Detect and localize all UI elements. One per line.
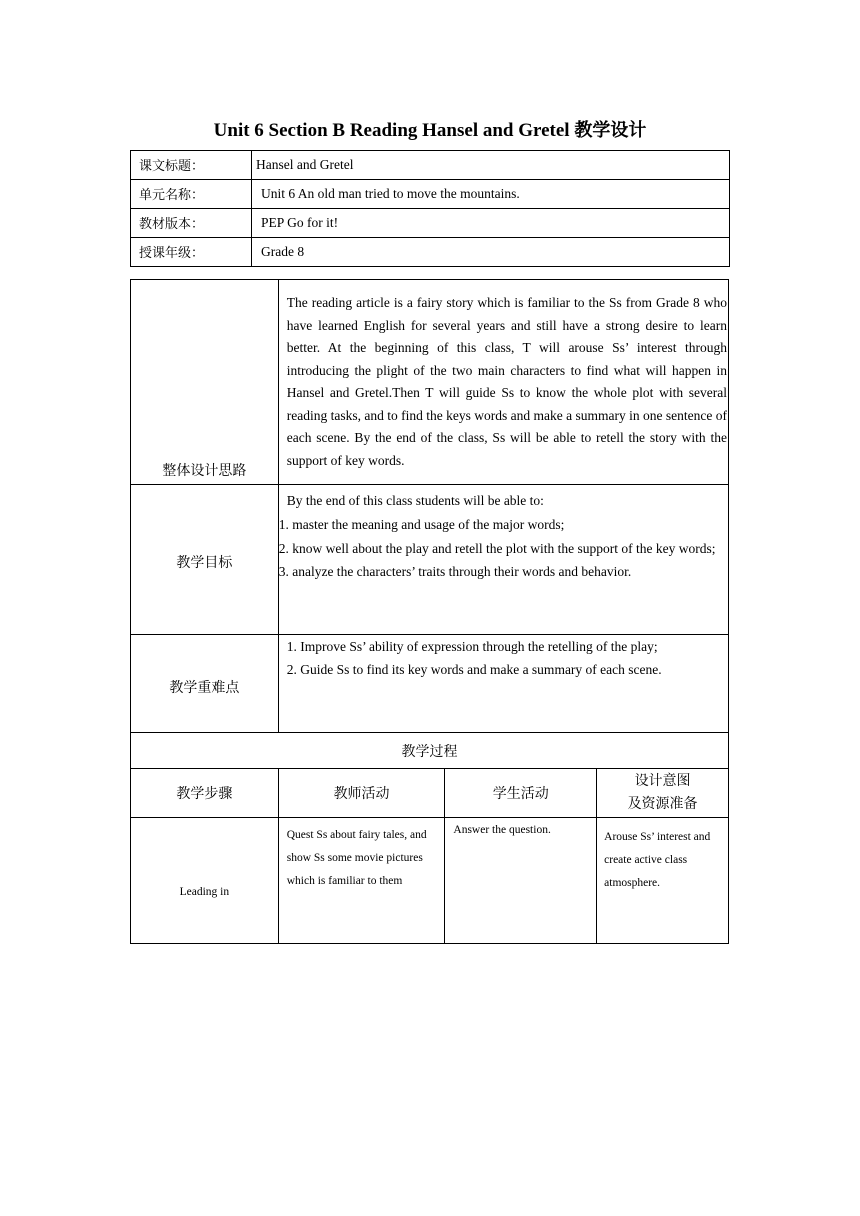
objective-item: 2. know well about the play and retell the plot with the support of the key words; <box>278 541 716 556</box>
objectives-label: 教学目标 <box>131 485 279 635</box>
header-step: 教学步骤 <box>131 769 279 818</box>
title-chinese: 教学设计 <box>574 120 647 141</box>
objective-item: 1. master the meaning and usage of the major words; <box>278 517 565 532</box>
header-teacher: 教师活动 <box>278 769 445 818</box>
process-title-row <box>131 733 729 769</box>
design-label: 整体设计思路 <box>131 280 279 485</box>
info-value-title: Hansel and Gretel <box>252 151 730 180</box>
objectives-intro: By the end of this class students will be able to: <box>286 493 544 508</box>
process-title: 教学过程 <box>131 733 729 769</box>
table-row <box>131 238 730 267</box>
key-points-label: 教学重难点 <box>131 635 279 733</box>
design-text: The reading article is a fairy story which is familiar to the Ss from Grade 8 who have learned English for several years and still have a strong desire to learn better. At the beginning of this class, T will arouse Ss’ interest through introducing the plight of the two main characters to find what will happen in Hansel and Gretel.Then T will guide Ss to know the whole plot with several reading tasks, and to find the keys words and make a summary in one sentence of each scene. By the end of the class, Ss will be able to retell the story with the support of key words. <box>278 280 728 485</box>
lesson-info-table <box>130 150 730 267</box>
header-purpose-line1: 设计意图 <box>634 773 691 789</box>
info-label-grade: 授课年级： <box>131 238 252 267</box>
table-row <box>131 209 730 238</box>
table-row <box>131 180 730 209</box>
objectives-row <box>131 485 729 635</box>
key-points-row <box>131 635 729 733</box>
info-value-grade: Grade 8 <box>252 238 730 267</box>
header-purpose-line2: 及资源准备 <box>627 796 698 812</box>
info-label-title: 课文标题： <box>131 151 252 180</box>
objective-item: 3. analyze the characters’ traits through their words and behavior. <box>278 564 632 579</box>
key-points-content <box>278 635 728 733</box>
info-label-unit: 单元名称： <box>131 180 252 209</box>
header-student: 学生活动 <box>445 769 597 818</box>
process-header-row <box>131 769 729 818</box>
purpose-cell: Arouse Ss’ interest and create active class atmosphere. <box>597 818 729 944</box>
info-value-unit: Unit 6 An old man tried to move the mountains. <box>252 180 730 209</box>
table-row <box>131 818 729 944</box>
info-label-edition: 教材版本： <box>131 209 252 238</box>
design-row <box>131 280 729 485</box>
info-value-edition: PEP Go for it! <box>252 209 730 238</box>
key-point-item: 2. Guide Ss to find its key words and make a summary of each scene. <box>286 662 662 677</box>
step-cell: Leading in <box>131 818 279 944</box>
table-row <box>131 151 730 180</box>
key-point-item: 1. Improve Ss’ ability of expression through the retelling of the play; <box>286 639 658 654</box>
title-english: Unit 6 Section B Reading Hansel and Gretel <box>213 120 570 141</box>
student-activity-cell: Answer the question. <box>445 818 597 944</box>
lesson-plan-table <box>130 279 729 944</box>
header-purpose <box>597 769 729 818</box>
teacher-activity-cell: Quest Ss about fairy tales, and show Ss some movie pictures which is familiar to them <box>278 818 445 944</box>
page-title <box>0 116 860 142</box>
objectives-content <box>278 485 728 635</box>
